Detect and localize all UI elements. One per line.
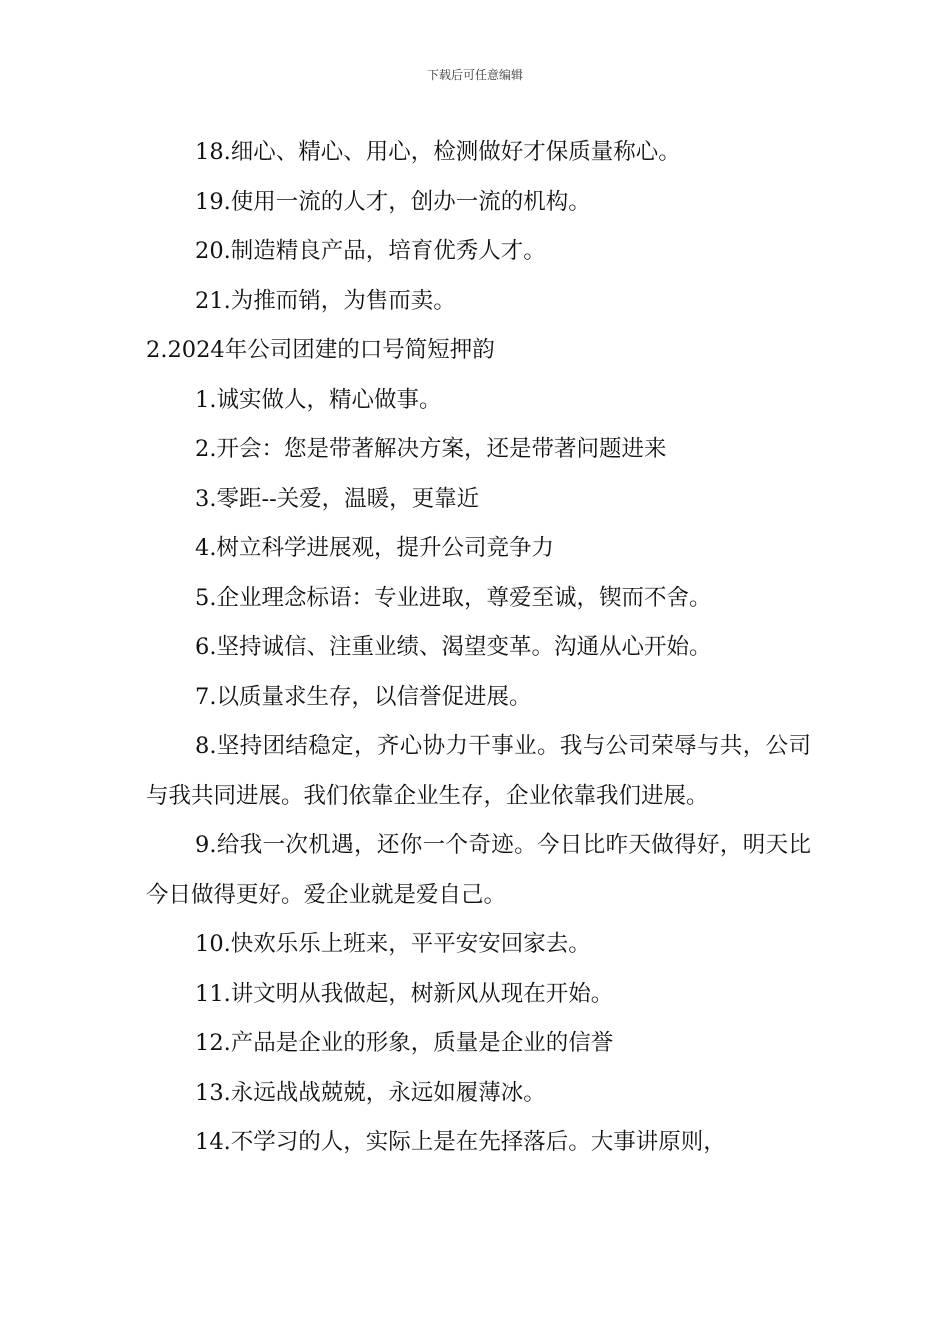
- list-item: 7.以质量求生存，以信誉促进展。: [195, 683, 532, 710]
- list-item: 18.细心、精心、用心，检测做好才保质量称心。: [195, 139, 681, 165]
- list-item: 10.快欢乐乐上班来，平平安安回家去。: [195, 931, 591, 957]
- list-item: 2.开会：您是带著解决方案，还是带著问题进来: [195, 436, 667, 462]
- list-item: 1.诚实做人，精心做事。: [195, 386, 442, 413]
- document-body: [146, 128, 811, 1168]
- list-item-paragraph: 9.给我一次机遇，还你一个奇迹。今日比昨天做得好，明天比今日做得更好。爱企业就是爱自己。: [146, 832, 811, 908]
- list-item: 19.使用一流的人才，创办一流的机构。: [195, 188, 591, 215]
- list-item: 11.讲文明从我做起，树新风从现在开始。: [195, 980, 614, 1007]
- list-item: 12.产品是企业的形象，质量是企业的信誉: [195, 1030, 614, 1056]
- list-item: 21.为推而销，为售而卖。: [195, 287, 456, 314]
- section-heading: 2.2024年公司团建的口号简短押韵: [146, 337, 495, 363]
- page-header-note: 下载后可任意编辑: [426, 68, 523, 82]
- list-item: 3.零距--关爱，温暖，更靠近: [195, 485, 480, 512]
- list-item: 6.坚持诚信、注重业绩、渴望变革。沟通从心开始。: [195, 634, 712, 660]
- list-item: 20.制造精良产品，培育优秀人才。: [195, 238, 546, 264]
- list-item: 13.永远战战兢兢，永远如履薄冰。: [195, 1079, 546, 1106]
- list-item-paragraph: 8.坚持团结稳定，齐心协力干事业。我与公司荣辱与共，公司与我共同进展。我们依靠企业生存，企业依靠我们进展。: [146, 733, 811, 809]
- list-item: 4.树立科学进展观，提升公司竞争力: [195, 535, 554, 561]
- list-item: 5.企业理念标语：专业进取，尊爱至诚，锲而不舍。: [195, 584, 712, 611]
- list-item: 14.不学习的人，实际上是在先择落后。大事讲原则，: [195, 1129, 726, 1155]
